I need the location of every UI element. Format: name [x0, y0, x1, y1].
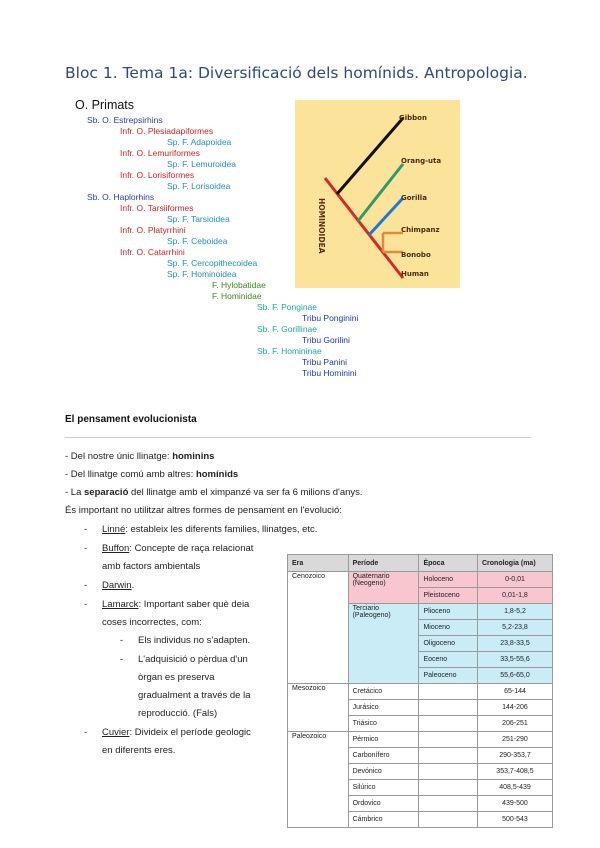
- bullet-hominins: - Del nostre únic llinatge: hominins: [65, 451, 215, 462]
- taxon-line: Tribu Panini: [302, 357, 348, 367]
- item-buffon-cont: amb factors ambientals: [102, 561, 201, 572]
- taxon-line: Tribu Ponginini: [302, 313, 359, 323]
- chrono-cell: 353,7-408,5: [477, 764, 552, 780]
- era-cell: Paleozoico: [288, 732, 349, 828]
- period-cell: Triásico: [348, 716, 419, 732]
- item-lamarck: Lamarck: Important saber què deia: [102, 599, 250, 610]
- col-era: Era: [288, 555, 349, 572]
- table-row: [288, 572, 553, 588]
- epoch-cell: Oligoceno: [419, 636, 478, 652]
- epoch-cell: [419, 716, 478, 732]
- taxon-line: Sp. F. Adapoidea: [167, 137, 232, 147]
- era-cell: Cenozoico: [288, 572, 349, 684]
- taxon-line: Infr. O. Lorisiformes: [120, 170, 195, 180]
- axis-label: HOMINOIDEA: [317, 198, 326, 254]
- chrono-cell: 5,2-23,8: [477, 620, 552, 636]
- epoch-cell: [419, 748, 478, 764]
- chrono-cell: 65-144: [477, 684, 552, 700]
- taxon-line: Infr. O. Platyrrhini: [120, 225, 186, 235]
- lamarck-sub-b1: L'adquisició o pèrdua d'un: [138, 654, 248, 665]
- item-cuvier: Cuvier: Divideix el període geologic: [102, 727, 251, 738]
- taxon-line: F. Hominidae: [212, 291, 262, 301]
- bullet-separation: - La separació del llinatge amb el ximpanzé va ser fa 6 milions d'anys.: [65, 487, 363, 498]
- period-cell: Cretácico: [348, 684, 419, 700]
- dash: -: [84, 727, 88, 738]
- dash: -: [84, 543, 88, 554]
- chrono-cell: 500-543: [477, 812, 552, 828]
- lamarck-sub-a: Els individus no s'adapten.: [138, 635, 251, 646]
- period-cell: Cámbrico: [348, 812, 419, 828]
- dash: -: [120, 635, 124, 646]
- epoch-cell: [419, 764, 478, 780]
- epoch-cell: Pleistoceno: [419, 588, 478, 604]
- taxonomy-heading: O. Primats: [75, 98, 135, 112]
- item-lamarck-cont: coses incorrectes, com:: [102, 617, 202, 628]
- chrono-cell: 144-206: [477, 700, 552, 716]
- epoch-cell: Paleoceno: [419, 668, 478, 684]
- period-cell: Jurásico: [348, 700, 419, 716]
- era-cell: Mesozoico: [288, 684, 349, 732]
- dash: -: [84, 580, 88, 591]
- epoch-cell: [419, 700, 478, 716]
- table-header-row: [288, 555, 553, 572]
- taxon-human: Human: [401, 270, 429, 278]
- chrono-cell: 206-251: [477, 716, 552, 732]
- gibbon-branch: [337, 118, 403, 194]
- taxon-line: Sp. F. Lorisoidea: [167, 181, 231, 191]
- lamarck-sub-b2: òrgan es preserva: [138, 672, 215, 683]
- item-cuvier-cont: en diferents eres.: [102, 745, 176, 756]
- section-title: El pensament evolucionista: [65, 414, 197, 425]
- taxon-chimpanzee: Chimpanz: [401, 226, 440, 234]
- bullet-hominids: - Del llinatge comú amb altres: homínids: [65, 469, 239, 480]
- chrono-cell: 55,6-65,0: [477, 668, 552, 684]
- chrono-cell: 408,5-439: [477, 780, 552, 796]
- geological-time-table: [287, 554, 553, 828]
- gorilla-branch: [369, 198, 403, 235]
- epoch-cell: [419, 780, 478, 796]
- taxon-line: Infr. O. Tarsiiformes: [120, 203, 194, 213]
- item-buffon: Buffon: Concepte de raça relacionat: [102, 543, 254, 554]
- taxon-line: F. Hylobatidae: [212, 280, 266, 290]
- epoch-cell: [419, 684, 478, 700]
- taxon-bonobo: Bonobo: [401, 251, 431, 259]
- period-cell: Ordovico: [348, 796, 419, 812]
- epoch-cell: [419, 732, 478, 748]
- period-cell: Devónico: [348, 764, 419, 780]
- cladogram-svg: [295, 100, 460, 288]
- taxon-line: Sb. F. Ponginae: [257, 302, 318, 312]
- taxon-gorilla: Gorilla: [401, 194, 427, 202]
- taxon-line: Infr. O. Plesiadapiformes: [120, 126, 214, 136]
- taxon-line: Sp. F. Ceboidea: [167, 236, 228, 246]
- primate-taxonomy: [65, 96, 359, 406]
- taxon-line: Infr. O. Catarrhini: [120, 247, 185, 257]
- taxon-line: Tribu Hominini: [302, 368, 357, 378]
- chrono-cell: 290-353,7: [477, 748, 552, 764]
- taxon-line: Sp. F. Hominoidea: [167, 269, 237, 279]
- taxon-line: Tribu Gorilini: [302, 335, 350, 345]
- col-period: Període: [348, 555, 419, 572]
- epoch-cell: [419, 812, 478, 828]
- col-chronology: Cronologia (ma): [477, 555, 552, 572]
- taxon-line: Sb. F. Homininae: [257, 346, 322, 356]
- table-row: [288, 684, 553, 700]
- taxon-line: Infr. O. Lemuriformes: [120, 148, 200, 158]
- taxon-line: Sp. F. Tarsioidea: [167, 214, 230, 224]
- dash: -: [120, 654, 124, 665]
- taxon-line: Sb. O. Haplorhins: [87, 192, 155, 202]
- intro-text: És important no utilitzar altres formes de pensament en l'evolució:: [65, 505, 342, 516]
- table-row: [288, 732, 553, 748]
- period-cell: Pérmico: [348, 732, 419, 748]
- epoch-cell: Eoceno: [419, 652, 478, 668]
- period-cell: Silúrico: [348, 780, 419, 796]
- dash: -: [84, 599, 88, 610]
- taxon-line: Sp. F. Cercopithecoidea: [167, 258, 258, 268]
- chrono-cell: 251-290: [477, 732, 552, 748]
- item-darwin: Darwin.: [102, 580, 135, 591]
- chrono-cell: 1,8-5,2: [477, 604, 552, 620]
- taxon-gibbon: Gibbon: [399, 114, 427, 122]
- epoch-cell: Plioceno: [419, 604, 478, 620]
- taxon-line: Sp. F. Lemuroidea: [167, 159, 236, 169]
- page-title: Bloc 1. Tema 1a: Diversificació dels homínids. Antropologia.: [65, 64, 528, 82]
- taxon-orangutan: Orang-uta: [401, 157, 442, 165]
- col-epoch: Època: [419, 555, 478, 572]
- taxon-line: Sb. O. Estrepsirhins: [87, 115, 163, 125]
- epoch-cell: Holoceno: [419, 572, 478, 588]
- chrono-cell: 33,5-55,6: [477, 652, 552, 668]
- hominoid-cladogram: [295, 100, 460, 288]
- lamarck-sub-b4: reproducció. (Fals): [138, 708, 218, 719]
- divider: [65, 437, 531, 438]
- chrono-cell: 0,01-1,8: [477, 588, 552, 604]
- period-cell: Terciario (Paleogeno): [348, 604, 419, 684]
- dash: -: [84, 524, 88, 535]
- period-cell: Carbonífero: [348, 748, 419, 764]
- chrono-cell: 0-0,01: [477, 572, 552, 588]
- chrono-cell: 439-500: [477, 796, 552, 812]
- epoch-cell: [419, 796, 478, 812]
- chrono-cell: 23,8-33,5: [477, 636, 552, 652]
- taxon-line: Sb. F. Gorillinae: [257, 324, 317, 334]
- orangutan-branch: [358, 164, 403, 221]
- period-cell: Quaternario (Neogeno): [348, 572, 419, 604]
- lamarck-sub-b3: gradualment a través de la: [138, 690, 251, 701]
- epoch-cell: Mioceno: [419, 620, 478, 636]
- item-linne: Linné: estableix les diferents families, llinatges, etc.: [102, 524, 318, 535]
